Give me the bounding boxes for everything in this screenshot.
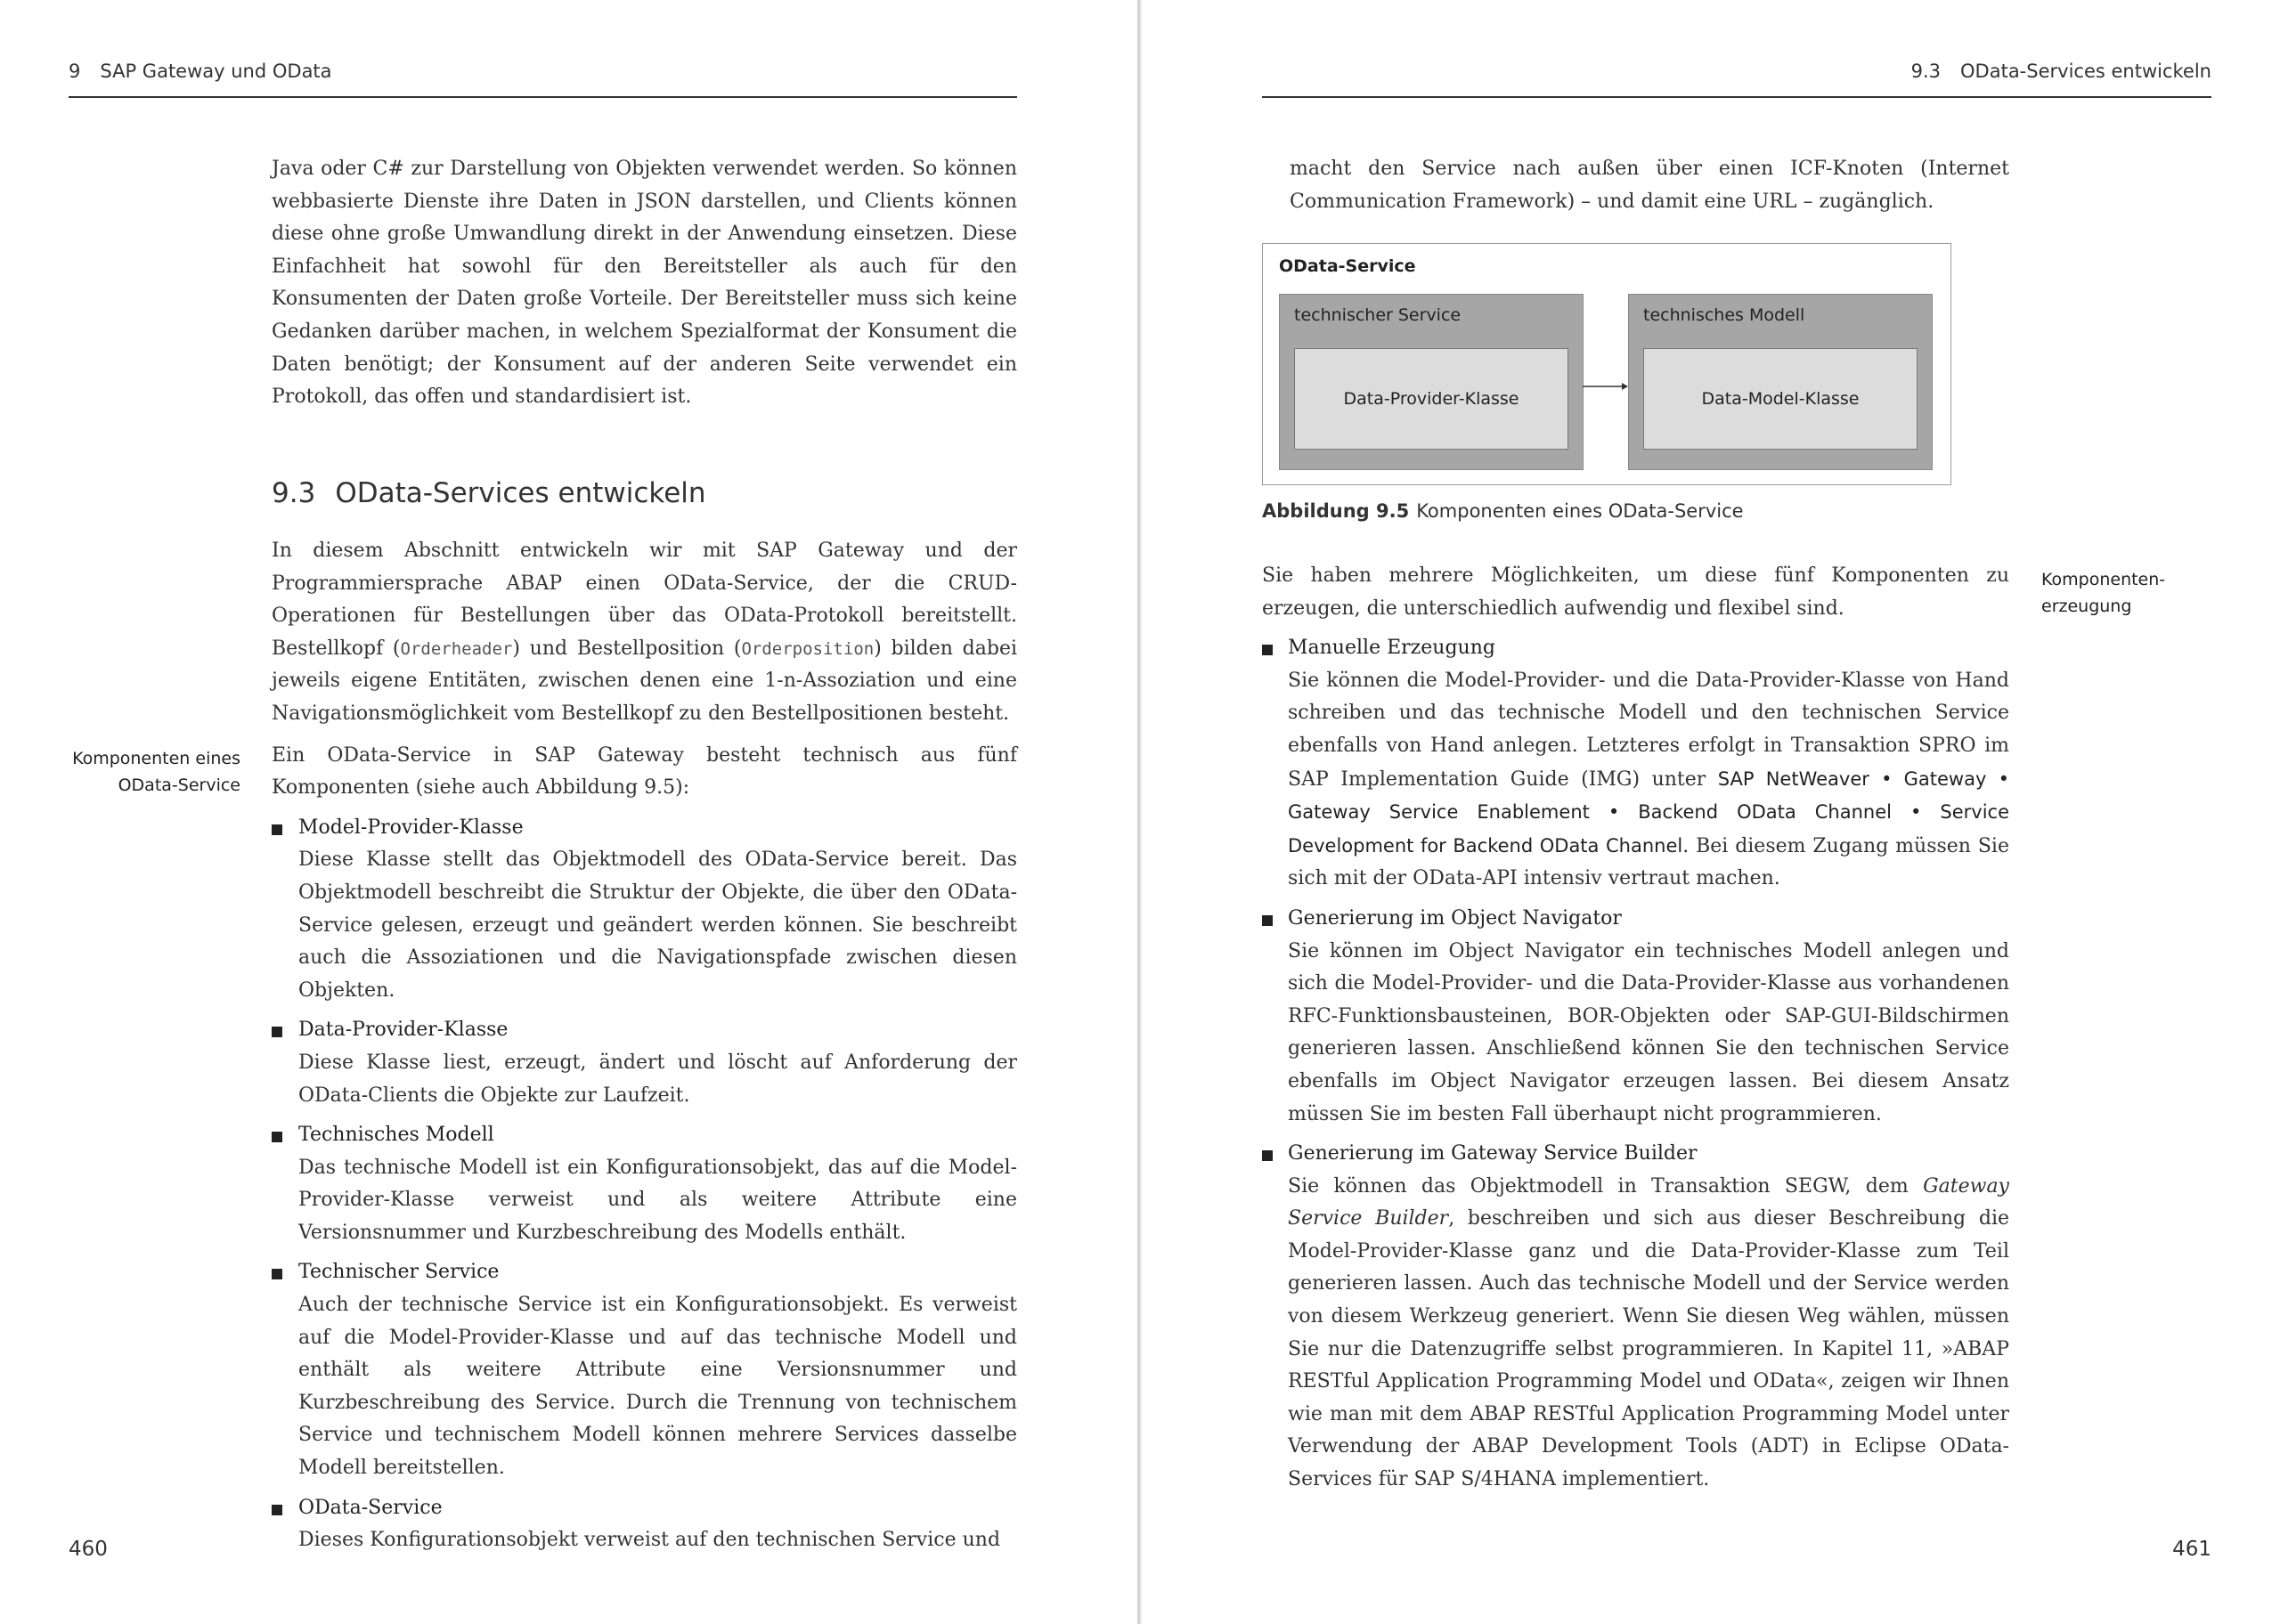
list-item <box>1262 903 2009 1131</box>
margin-note-components <box>53 745 240 799</box>
data-provider-class-label: Data-Provider-Klasse <box>1343 389 1519 409</box>
list-item <box>1262 632 2009 896</box>
code-orderposition: Orderposition <box>741 638 875 659</box>
list-item-text: Diese Klasse stellt das Objektmodell des OData-Service bereit. Das Objektmodell beschreibt die Struktur der Objekte, die über den OData-Service gelesen, erzeugt und geändert werden können. Sie beschreibt auch die Assoziationen und die Navigationspfade zwischen diesen Objekten. <box>298 849 1017 1002</box>
right-intro <box>1290 153 2009 218</box>
figure-caption <box>1262 500 1744 522</box>
header-section-title: OData-Services entwickeln <box>1960 61 2211 82</box>
figure-title: OData-Service <box>1279 256 1416 276</box>
caption-text: Komponenten eines OData-Service <box>1416 500 1744 522</box>
page-number-right: 461 <box>2172 1538 2211 1561</box>
list-item-text: Diese Klasse liest, erzeugt, ändert und löscht auf Anforderung der OData-Clients die Objekte zur Laufzeit. <box>298 1051 1017 1107</box>
list-item-text: , beschreiben und sich aus dieser Beschreibung die Model-Provider-Klasse ganz und die Data-Provider-Klasse zum Teil generieren lassen. Auch das technische Modell und der Service werden von diesem Werkzeug generiert. Wenn Sie diesen Weg wählen, müssen Sie nur die Datenzugriffe selbst programmieren. In Kapitel 11, »ABAP RESTful Application Programming Model und OData«, zeigen wir Ihnen wie man mit dem ABAP RESTful Application Programming Model unter Verwendung der ABAP Development Tools (ADT) in Eclipse OData-Services für SAP S/4HANA implementiert. <box>1288 1207 2009 1491</box>
list-item-text: Auch der technische Service ist ein Konfigurationsobjekt. Es verweist auf die Model-Provider-Klasse und auf das technische Modell und enthält als weitere Attribute eine Versionsnummer und Kurzbeschreibung des Service. Durch die Trennung von technischem Service und technischem Modell können mehrere Services dasselbe Modell bereitstellen. <box>298 1294 1017 1480</box>
list-item-title: OData-Service <box>298 1496 443 1519</box>
left-intro <box>272 153 1017 414</box>
data-model-class-box <box>1643 348 1918 450</box>
para-text: ) bilden dabei jeweils eigene Entitäten, zwischen denen eine 1-n-Assoziation und eine Navigationsmöglichkeit vom Bestellkopf zu den Bestellpositionen besteht. <box>272 637 1017 725</box>
technical-model-box <box>1628 294 1933 470</box>
arrow-right-icon <box>1583 380 1628 393</box>
chapter-number: 9 <box>69 61 81 82</box>
options-intro-paragraph: Sie haben mehrere Möglichkeiten, um diese fünf Komponenten zu erzeugen, die unterschiedlich aufwendig und flexibel sind. <box>1262 564 2009 620</box>
margin-note-line: Komponenten eines <box>72 749 240 768</box>
para-text: ) und Bestellposition ( <box>512 637 742 660</box>
list-item-title: Manuelle Erzeugung <box>1288 637 1495 660</box>
options-list <box>1262 632 2009 1496</box>
list-item <box>272 1119 1017 1249</box>
list-item-title: Model-Provider-Klasse <box>298 816 524 839</box>
list-item-text: Sie können das Objektmodell in Transaktion SEGW, dem <box>1288 1174 1924 1198</box>
data-model-class-label: Data-Model-Klasse <box>1701 389 1860 409</box>
list-item-title: Data-Provider-Klasse <box>298 1019 509 1042</box>
section-title: OData-Services entwickeln <box>335 477 706 509</box>
technical-model-label: technisches Modell <box>1643 305 1805 325</box>
running-header-right <box>1262 61 2211 98</box>
para-text: In diesem Abschnitt entwickeln wir mit SAP Gateway und der Programmiersprache ABAP einen OData-Service, der die CRUD-Operationen für Bestellungen über das OData-Protokoll bereitstellt. Bestellkopf ( <box>272 540 1017 660</box>
margin-note-component-creation <box>2041 566 2219 620</box>
list-item-title: Generierung im Gateway Service Builder <box>1288 1142 1698 1165</box>
page-number-left: 460 <box>69 1538 108 1561</box>
section-intro-paragraph <box>272 535 1017 731</box>
section-heading <box>272 477 706 509</box>
list-item-text: Sie können die Model-Provider- und die Data-Provider-Klasse von Hand schreiben und das technische Modell und den technischen Service ebenfalls von Hand anlegen. Letzteres erfolgt in Transaktion SPRO im SAP Implementation Guide (IMG) unter <box>1288 669 2009 791</box>
components-list <box>272 812 1017 1557</box>
left-body <box>272 535 1017 1557</box>
intro-paragraph: Java oder C# zur Darstellung von Objekten verwendet werden. So können webbasierte Dienste ihre Daten in JSON darstellen, und Clients können diese ohne große Umwandlung direkt in der Anwendung einsetzen. Diese Einfachheit hat sowohl für den Bereitsteller als auch für den Konsumenten der Daten große Vorteile. Der Bereitsteller muss sich keine Gedanken darüber machen, in welchem Spezialformat der Konsument die Daten benötigt; der Konsument auf der anderen Seite verwendet ein Protokoll, das offen und standardisiert ist. <box>272 158 1017 409</box>
data-provider-class-box <box>1294 348 1568 450</box>
code-orderheader: Orderheader <box>400 638 513 659</box>
technical-service-box <box>1279 294 1584 470</box>
margin-note-line: erzeugung <box>2041 597 2132 616</box>
components-intro-paragraph: Ein OData-Service in SAP Gateway besteht technisch aus fünf Komponenten (siehe auch Abbildung 9.5): <box>272 743 1017 800</box>
figure-odata-service <box>1262 243 1951 485</box>
list-item-title: Generierung im Object Navigator <box>1288 906 1622 930</box>
list-item <box>272 812 1017 1008</box>
list-item <box>272 1256 1017 1484</box>
caption-label: Abbildung 9.5 <box>1262 500 1410 522</box>
list-item <box>1262 1138 2009 1497</box>
chapter-title: SAP Gateway und OData <box>100 61 332 82</box>
list-item-title: Technischer Service <box>298 1261 500 1284</box>
list-item-text: Das technische Modell ist ein Konfigurationsobjekt, das auf die Model-Provider-Klasse verweist und als weitere Attribute eine Versionsnummer und Kurzbeschreibung des Modells enthält. <box>298 1156 1017 1244</box>
list-item <box>272 1014 1017 1112</box>
book-gutter-shadow <box>1140 0 1142 1624</box>
intro-paragraph: macht den Service nach außen über einen ICF-Knoten (Internet Communication Framework) – und damit eine URL – zugänglich. <box>1290 158 2009 213</box>
header-section-number: 9.3 <box>1910 61 1942 82</box>
list-item-title: Technisches Modell <box>298 1124 494 1147</box>
section-number: 9.3 <box>272 477 316 509</box>
emphasis-gateway-service-builder: Gateway Service Builder <box>1288 1174 2009 1230</box>
right-body <box>1262 560 2009 1497</box>
margin-note-line: Komponenten- <box>2041 570 2166 589</box>
list-item-text: Dieses Konfigurationsobjekt verweist auf den technischen Service und <box>298 1529 1001 1552</box>
list-item <box>272 1492 1017 1557</box>
list-item-text: . Bei diesem Zugang müssen Sie sich mit der OData-API intensiv vertraut machen. <box>1288 834 2009 890</box>
running-header-left <box>69 61 1017 98</box>
menu-path: SAP NetWeaver • Gateway • Gateway Service Enablement • Backend OData Channel • Service Development for Backend OData Channel <box>1288 767 2009 857</box>
list-item-text: Sie können im Object Navigator ein technisches Modell anlegen und sich die Model-Provider- und die Data-Provider-Klasse aus vorhandenen RFC-Funktionsbausteinen, BOR-Objekten oder SAP-GUI-Bildschirmen generieren lassen. Anschließend können Sie den technischen Service ebenfalls im Object Navigator erzeugen lassen. Bei diesem Ansatz müssen Sie im besten Fall überhaupt nicht programmieren. <box>1288 939 2009 1125</box>
technical-service-label: technischer Service <box>1294 305 1462 325</box>
margin-note-line: OData-Service <box>118 775 240 795</box>
